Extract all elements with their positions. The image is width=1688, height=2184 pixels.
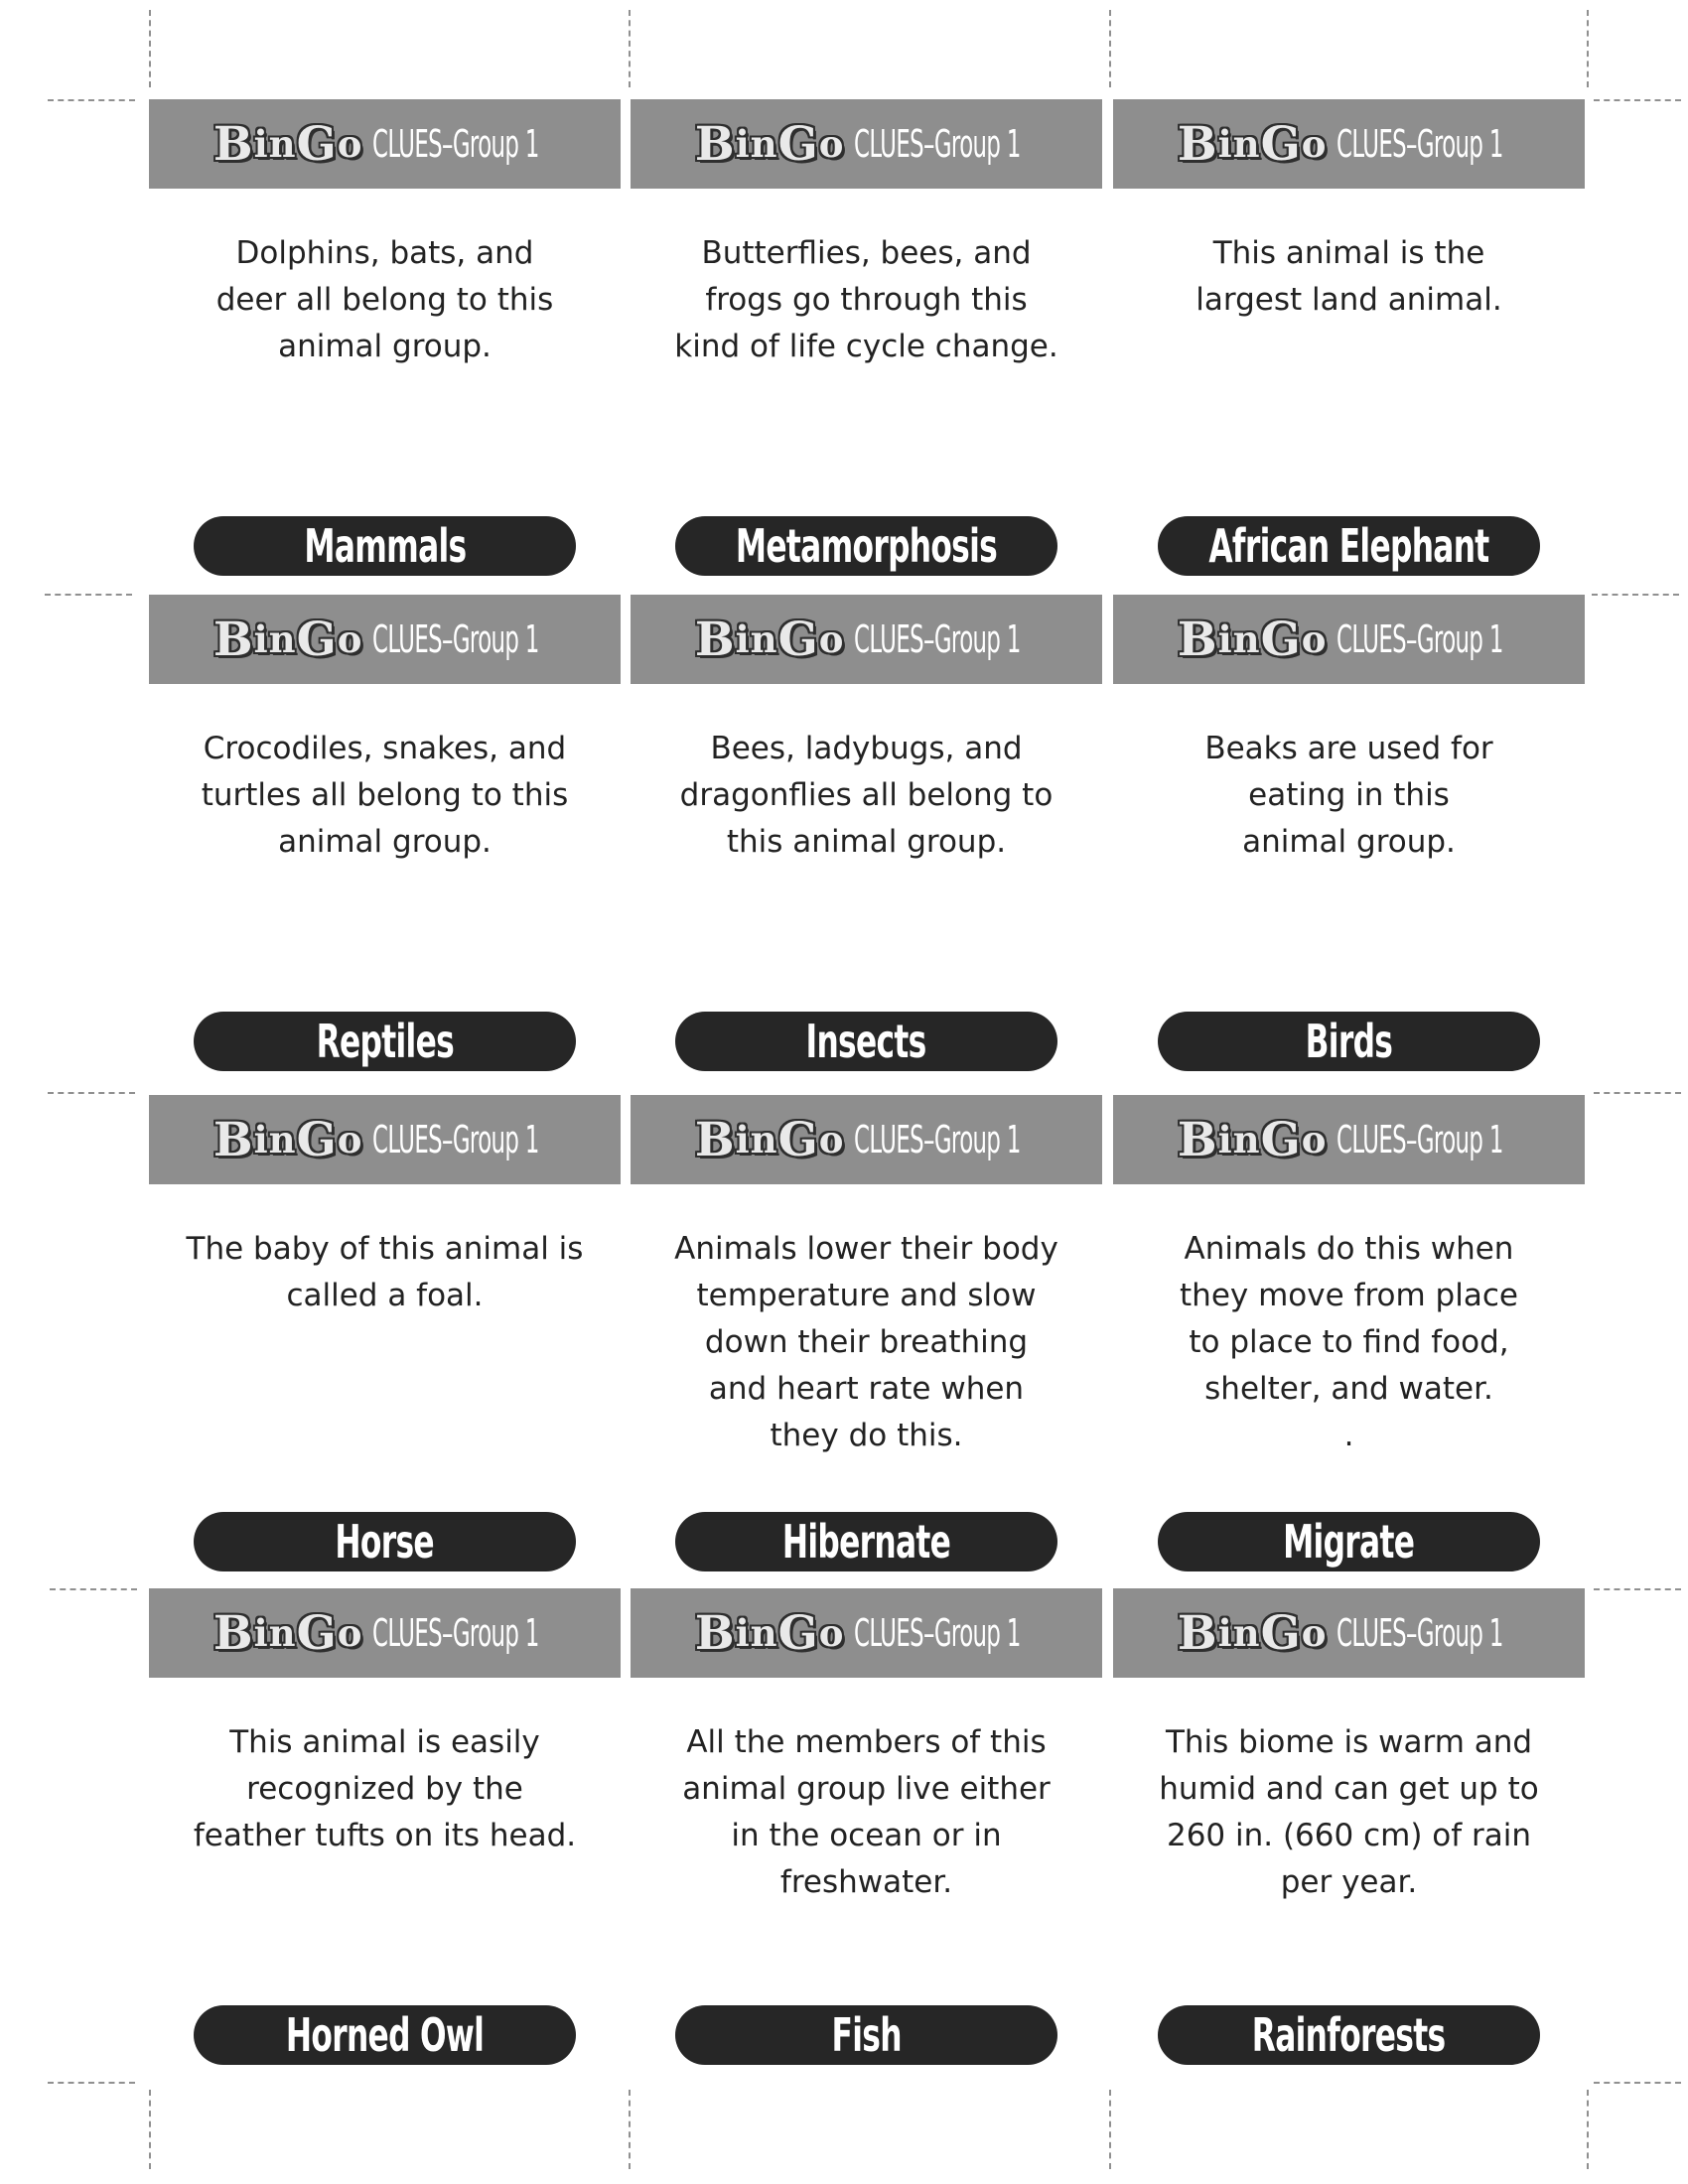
answer-label: Fish (831, 2008, 902, 2062)
answer-label: Rainforests (1252, 2008, 1446, 2062)
answer-pill (1158, 2005, 1540, 2065)
clue-text: This animal is the largest land animal. (1196, 235, 1502, 318)
clue-text: This animal is easily recognized by the feather tufts on its head. (193, 1724, 577, 1853)
answer-pill (1158, 1512, 1540, 1571)
card-banner (1113, 1588, 1585, 1678)
banner-subtitle: CLUES–Group 1 (854, 1611, 1022, 1655)
banner-subtitle: CLUES–Group 1 (372, 122, 540, 166)
cut-mark (1587, 2090, 1589, 2169)
bingo-logo: B i n G o (694, 612, 845, 667)
cut-mark (1594, 1588, 1681, 1590)
bingo-clue-card (631, 1588, 1102, 2085)
answer-label: Horse (335, 1515, 435, 1569)
answer-pill (1158, 1012, 1540, 1071)
bingo-logo: B i n G o (694, 1605, 845, 1661)
answer-pill (194, 1012, 576, 1071)
cut-mark (149, 10, 151, 87)
card-banner (149, 99, 621, 189)
clue-text: Crocodiles, snakes, and turtles all belong to this animal group. (201, 731, 569, 860)
banner-subtitle: CLUES–Group 1 (854, 1118, 1022, 1161)
clue-text: Bees, ladybugs, and dragonflies all belong to this animal group. (679, 731, 1054, 860)
banner-subtitle: CLUES–Group 1 (372, 1118, 540, 1161)
banner-subtitle: CLUES–Group 1 (1336, 122, 1504, 166)
clue-text: The baby of this animal is called a foal. (186, 1231, 584, 1313)
cut-mark (1109, 2090, 1111, 2169)
banner-subtitle: CLUES–Group 1 (372, 617, 540, 661)
answer-label: Mammals (303, 519, 467, 573)
clue-text: This biome is warm and humid and can get up to 260 in. (660 cm) of rain per year. (1159, 1724, 1539, 1900)
bingo-logo: B i n G o (212, 116, 363, 172)
bingo-logo: B i n G o (1177, 612, 1328, 667)
banner-subtitle: CLUES–Group 1 (1336, 1611, 1504, 1655)
answer-label: Hibernate (781, 1515, 951, 1569)
cut-mark (149, 2090, 151, 2169)
bingo-clue-card (631, 1095, 1102, 1591)
bingo-logo: B i n G o (1177, 116, 1328, 172)
card-banner (631, 1095, 1102, 1184)
clue-text: Beaks are used for eating in this animal group. (1204, 731, 1493, 860)
bingo-clue-card (149, 1095, 621, 1591)
bingo-logo: B i n G o (212, 1112, 363, 1167)
answer-pill (675, 516, 1057, 576)
banner-subtitle: CLUES–Group 1 (1336, 617, 1504, 661)
bingo-logo: B i n G o (694, 1112, 845, 1167)
cut-mark (1109, 10, 1111, 87)
bingo-clue-card (149, 595, 621, 1091)
bingo-logo: B i n G o (694, 116, 845, 172)
clue-text: All the members of this animal group live either in the ocean or in freshwater. (682, 1724, 1051, 1900)
answer-label: Metamorphosis (735, 519, 998, 573)
answer-pill (194, 2005, 576, 2065)
card-banner (1113, 1095, 1585, 1184)
cut-mark (629, 2090, 631, 2169)
answer-pill (194, 1512, 576, 1571)
cut-mark (48, 1092, 135, 1094)
cut-mark (1594, 2082, 1681, 2084)
banner-subtitle: CLUES–Group 1 (854, 617, 1022, 661)
bingo-clue-card (631, 595, 1102, 1091)
cut-mark (1587, 10, 1589, 87)
clue-text: Butterflies, bees, and frogs go through this kind of life cycle change. (674, 235, 1058, 364)
banner-subtitle: CLUES–Group 1 (372, 1611, 540, 1655)
bingo-logo: B i n G o (1177, 1605, 1328, 1661)
cut-mark (45, 594, 132, 596)
answer-pill (675, 1512, 1057, 1571)
bingo-clue-card (1113, 595, 1585, 1091)
answer-label: Birds (1305, 1015, 1393, 1068)
cut-mark (1594, 99, 1681, 101)
card-banner (149, 595, 621, 684)
clue-text: Animals lower their body temperature and slow down their breathing and heart rate when they do this. (674, 1231, 1058, 1453)
card-banner (1113, 595, 1585, 684)
cut-mark (629, 10, 631, 87)
answer-pill (675, 2005, 1057, 2065)
bingo-clue-card (149, 99, 621, 596)
bingo-clue-card (1113, 99, 1585, 596)
cut-mark (1594, 1092, 1681, 1094)
answer-pill (194, 516, 576, 576)
cut-mark (1592, 594, 1679, 596)
card-banner (149, 1095, 621, 1184)
cut-mark (50, 1588, 137, 1590)
card-banner (631, 595, 1102, 684)
answer-pill (1158, 516, 1540, 576)
bingo-logo: B i n G o (1177, 1112, 1328, 1167)
cut-mark (48, 2082, 135, 2084)
answer-label: Insects (805, 1015, 927, 1068)
bingo-clue-card (149, 1588, 621, 2085)
answer-label: African Elephant (1208, 519, 1489, 573)
answer-label: Reptiles (316, 1015, 454, 1068)
clue-text: Dolphins, bats, and deer all belong to this animal group. (215, 235, 554, 364)
answer-pill (675, 1012, 1057, 1071)
card-banner (631, 99, 1102, 189)
bingo-clue-card (631, 99, 1102, 596)
card-banner (631, 1588, 1102, 1678)
card-banner (1113, 99, 1585, 189)
answer-label: Horned Owl (285, 2008, 485, 2062)
card-banner (149, 1588, 621, 1678)
banner-subtitle: CLUES–Group 1 (1336, 1118, 1504, 1161)
clue-text: Animals do this when they move from place to place to find food, shelter, and water. . (1180, 1231, 1518, 1453)
answer-label: Migrate (1283, 1515, 1415, 1569)
banner-subtitle: CLUES–Group 1 (854, 122, 1022, 166)
bingo-clue-card (1113, 1095, 1585, 1591)
bingo-logo: B i n G o (212, 1605, 363, 1661)
bingo-clue-card (1113, 1588, 1585, 2085)
cut-mark (48, 99, 135, 101)
bingo-logo: B i n G o (212, 612, 363, 667)
